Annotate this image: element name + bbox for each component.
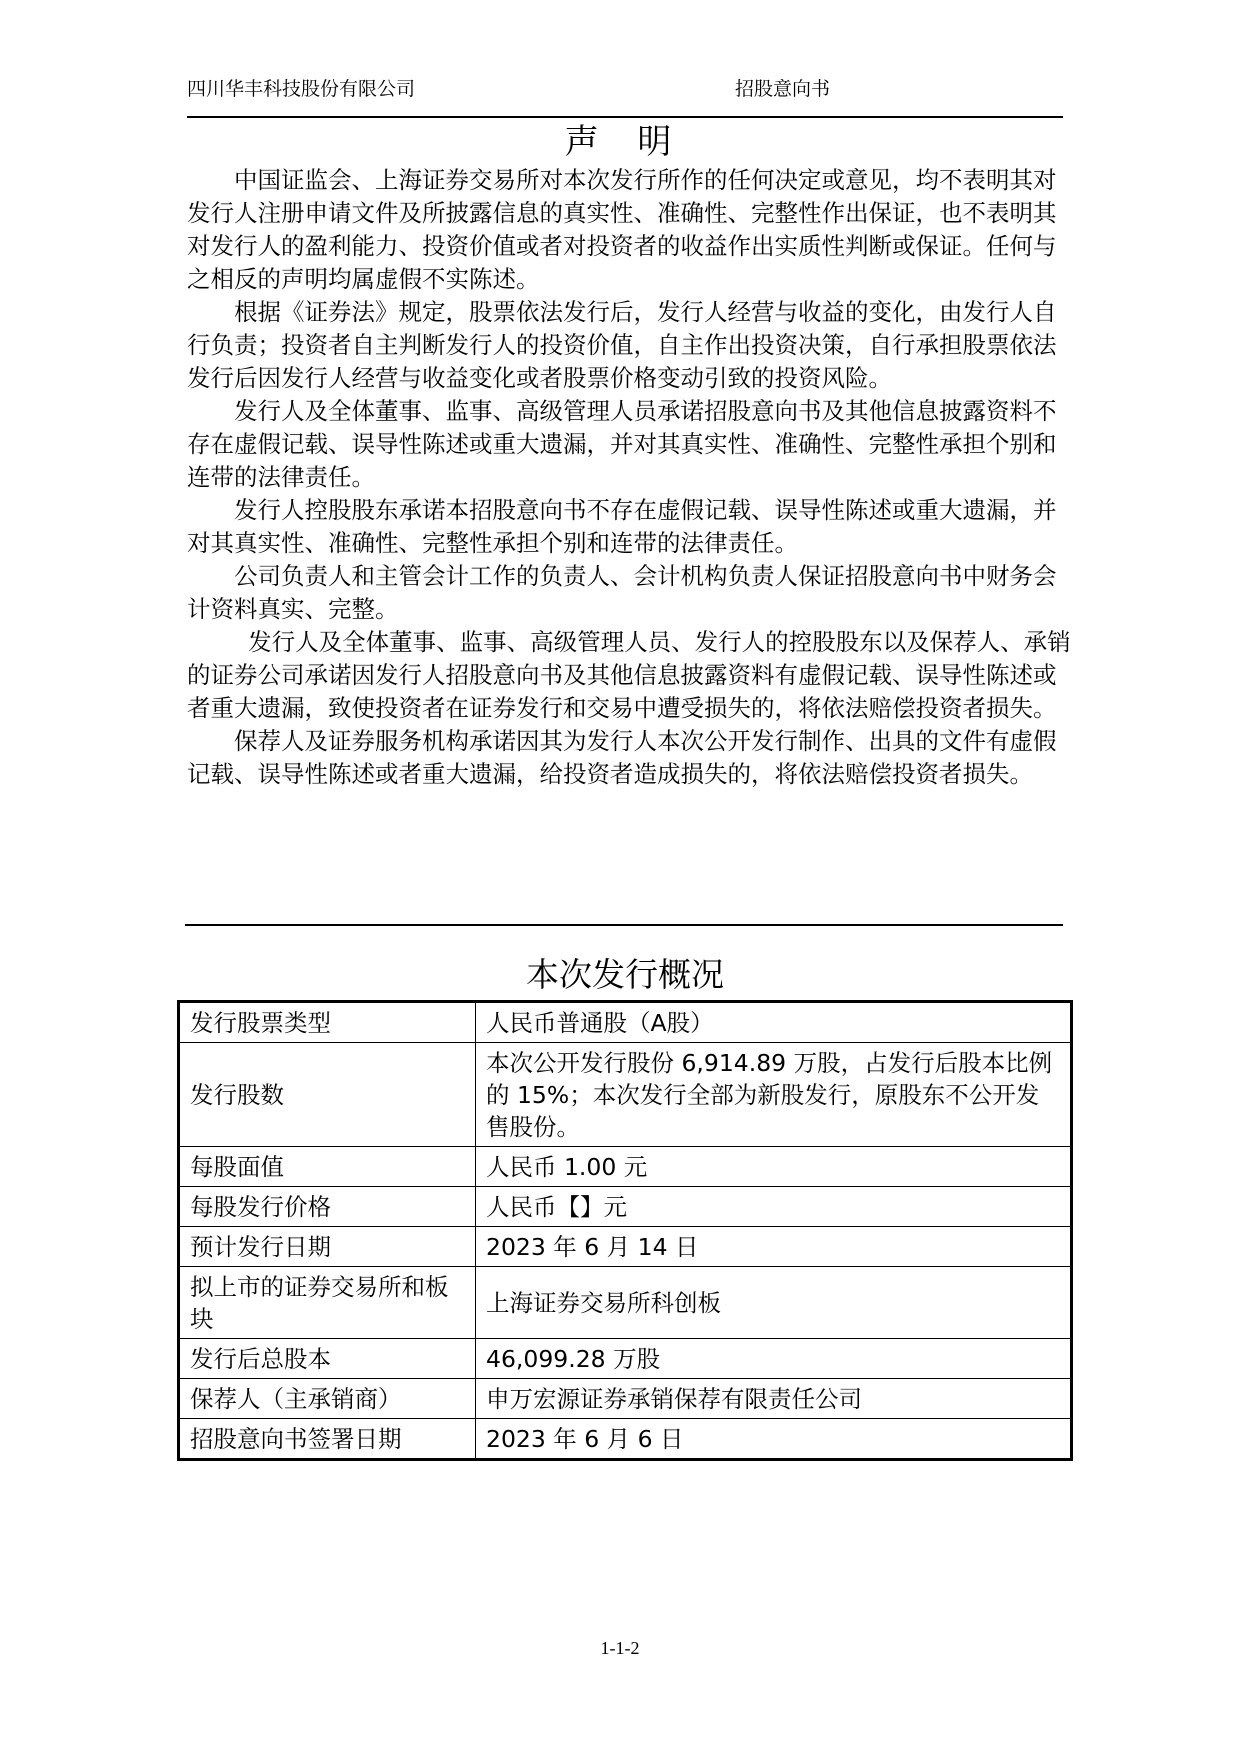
overview-title: 本次发行概况 (526, 955, 724, 994)
statement-paragraph: 发行人及全体董事、监事、高级管理人员承诺招股意向书及其他信息披露资料不存在虚假记载、误导性陈述或重大遗漏，并对其真实性、准确性、完整性承担个别和连带的法律责任。 (187, 397, 1057, 491)
statement-paragraph: 根据《证券法》规定，股票依法发行后，发行人经营与收益的变化，由发行人自行负责；投资者自主判断发行人的投资价值，自主作出投资决策，自行承担股票依法发行后因发行人经营与收益变化或者股票价格变动引致的投资风险。 (187, 298, 1057, 392)
row-label: 每股面值 (179, 1147, 476, 1187)
table-row (179, 1043, 1072, 1147)
row-label: 招股意向书签署日期 (179, 1419, 476, 1460)
row-value: 人民币普通股（A股） (476, 1002, 1072, 1043)
row-label: 发行股票类型 (179, 1002, 476, 1043)
table-row (179, 1227, 1072, 1267)
row-label: 预计发行日期 (179, 1227, 476, 1267)
row-value: 上海证券交易所科创板 (476, 1267, 1072, 1339)
table-row (179, 1002, 1072, 1043)
table-row (179, 1419, 1072, 1460)
statement-paragraph: 保荐人及证券服务机构承诺因其为发行人本次公开发行制作、出具的文件有虚假记载、误导性陈述或者重大遗漏，给投资者造成损失的，将依法赔偿投资者损失。 (187, 727, 1057, 788)
offering-overview-table (177, 1000, 1073, 1461)
table-row (179, 1147, 1072, 1187)
statement-body (187, 164, 1075, 791)
row-value: 2023 年 6 月 14 日 (476, 1227, 1072, 1267)
row-value: 申万宏源证券承销保荐有限责任公司 (476, 1379, 1072, 1419)
page-header (187, 76, 1063, 118)
row-value: 2023 年 6 月 6 日 (476, 1419, 1072, 1460)
row-value: 46,099.28 万股 (476, 1339, 1072, 1379)
row-value: 人民币【】元 (476, 1187, 1072, 1227)
table-row (179, 1379, 1072, 1419)
statement-paragraph: 发行人控股股东承诺本招股意向书不存在虚假记载、误导性陈述或重大遗漏，并对其真实性、准确性、完整性承担个别和连带的法律责任。 (187, 496, 1057, 557)
statement-paragraph: 公司负责人和主管会计工作的负责人、会计机构负责人保证招股意向书中财务会计资料真实、完整。 (187, 562, 1057, 623)
table-row (179, 1339, 1072, 1379)
row-label: 每股发行价格 (179, 1187, 476, 1227)
section-divider (185, 924, 1063, 926)
row-value: 本次公开发行股份 6,914.89 万股，占发行后股本比例的 15%；本次发行全部为新股发行，原股东不公开发售股份。 (476, 1043, 1072, 1147)
statement-title: 声 明 (564, 122, 686, 162)
table-row (179, 1187, 1072, 1227)
statement-paragraph: 中国证监会、上海证券交易所对本次发行所作的任何决定或意见，均不表明其对发行人注册申请文件及所披露信息的真实性、准确性、完整性作出保证，也不表明其对发行人的盈利能力、投资价值或者对投资者的收益作出实质性判断或保证。任何与之相反的声明均属虚假不实陈述。 (187, 166, 1057, 293)
table-row (179, 1267, 1072, 1339)
row-label: 拟上市的证券交易所和板块 (179, 1267, 476, 1339)
row-value: 人民币 1.00 元 (476, 1147, 1072, 1187)
header-document-type: 招股意向书 (735, 78, 831, 100)
header-company-name: 四川华丰科技股份有限公司 (187, 78, 416, 100)
page-number: 1-1-2 (600, 1638, 640, 1658)
row-label: 发行股数 (179, 1043, 476, 1147)
statement-paragraph: 发行人及全体董事、监事、高级管理人员、发行人的控股股东以及保荐人、承销的证券公司承诺因发行人招股意向书及其他信息披露资料有虚假记载、误导性陈述或者重大遗漏，致使投资者在证券发行和交易中遭受损失的，将依法赔偿投资者损失。 (187, 628, 1071, 722)
row-label: 发行后总股本 (179, 1339, 476, 1379)
row-label: 保荐人（主承销商） (179, 1379, 476, 1419)
